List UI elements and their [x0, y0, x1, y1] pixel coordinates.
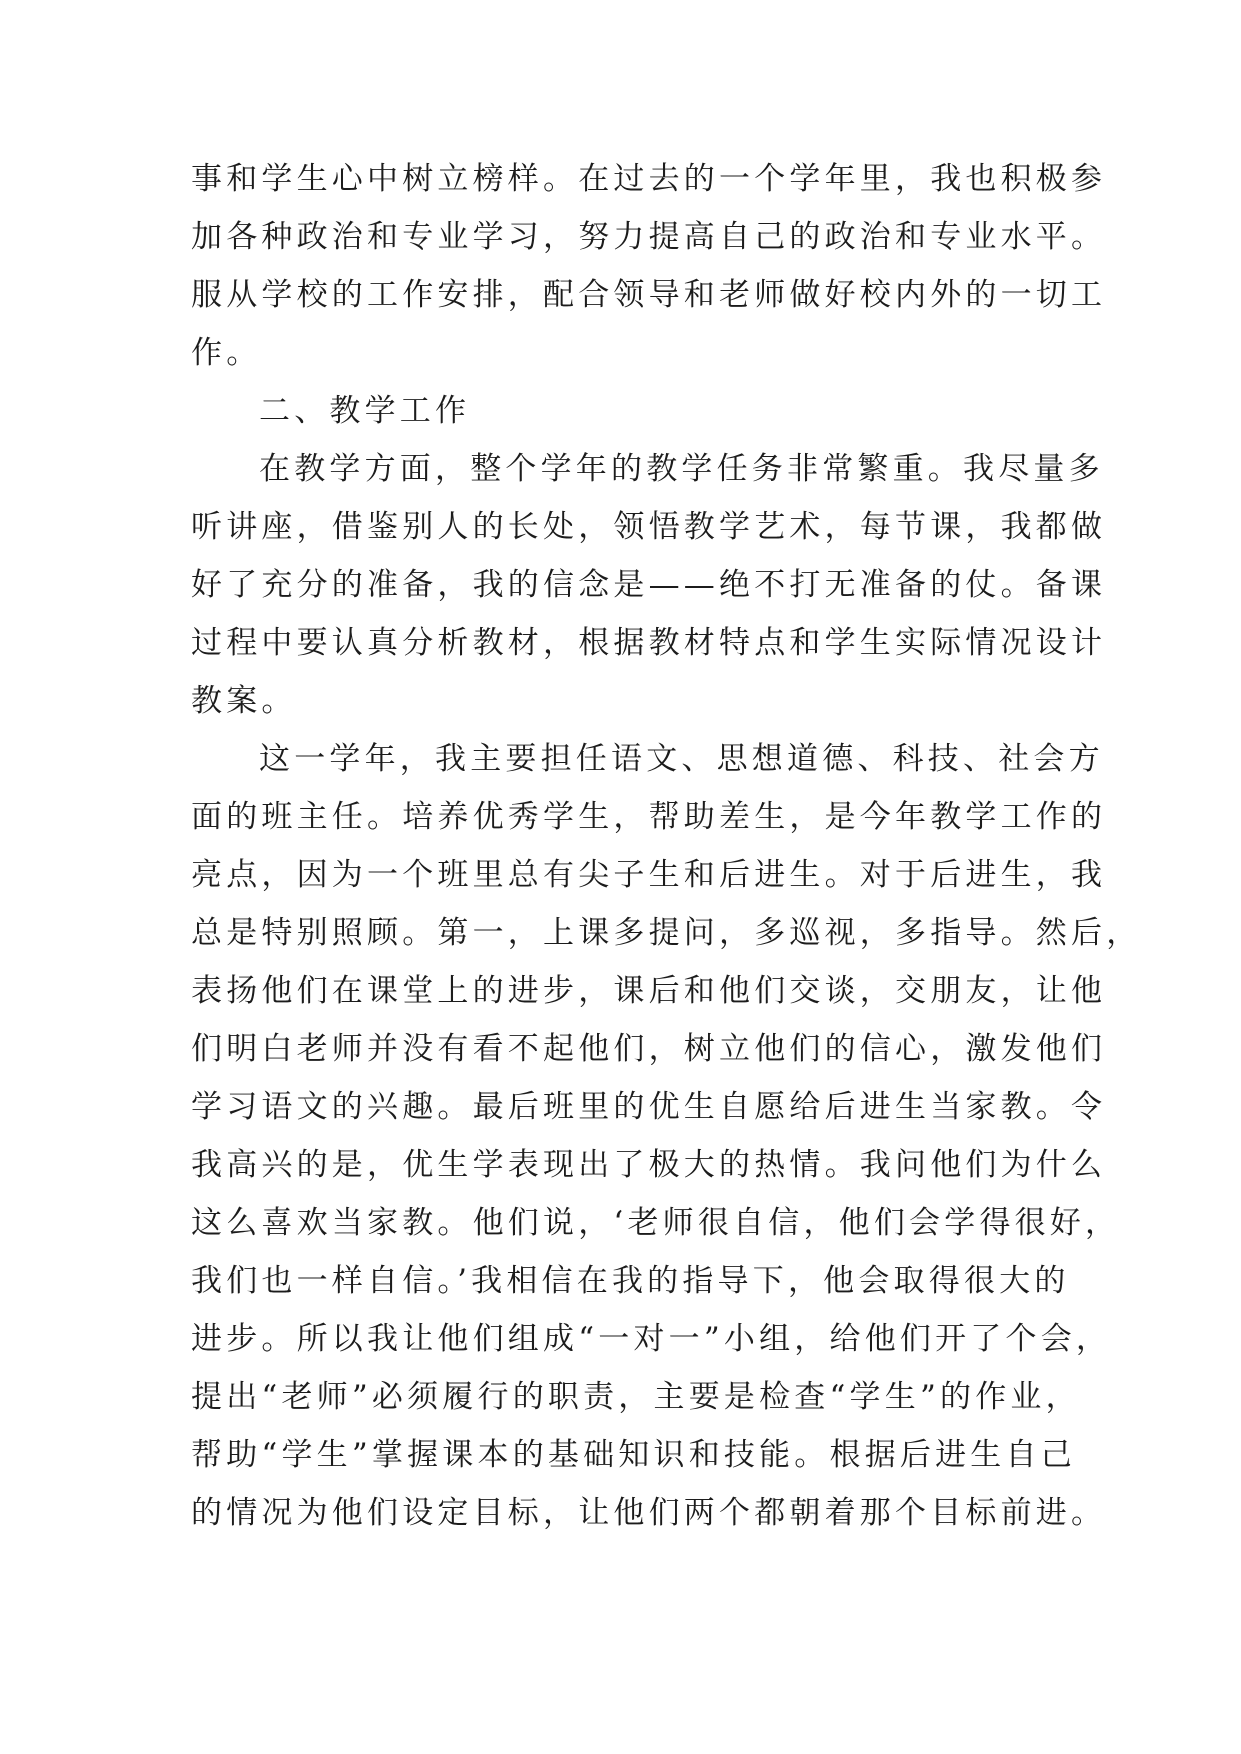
text-line: 事和学生心中树立榜样。在过去的一个学年里，我也积极参 — [191, 161, 1107, 197]
text-line: 亮点，因为一个班里总有尖子生和后进生。对于后进生，我 — [191, 857, 1107, 893]
document-body — [191, 150, 1142, 1542]
text-line: 加各种政治和专业学习，努力提高自己的政治和专业水平。 — [191, 219, 1107, 255]
text-line: 听讲座，借鉴别人的长处，领悟教学艺术，每节课，我都做 — [191, 509, 1107, 545]
text-line: 我们也一样自信。’我相信在我的指导下，他会取得很大的 — [191, 1263, 1070, 1299]
text-line: 过程中要认真分析教材，根据教材特点和学生实际情况设计 — [191, 625, 1107, 661]
text-line: 这一学年，我主要担任语文、思想道德、科技、社会方 — [259, 741, 1104, 777]
text-line: 帮助“学生”掌握课本的基础知识和技能。根据后进生自己 — [191, 1437, 1076, 1473]
text-line: 教案。 — [191, 683, 297, 719]
text-line: 进步。所以我让他们组成“一对一”小组，给他们开了个会， — [191, 1321, 1112, 1357]
text-line: 在教学方面，整个学年的教学任务非常繁重。我尽量多 — [259, 451, 1104, 487]
text-line: 提出“老师”必须履行的职责，主要是检查“学生”的作业， — [191, 1379, 1081, 1415]
text-line: 面的班主任。培养优秀学生，帮助差生，是今年教学工作的 — [191, 799, 1107, 835]
text-line: 好了充分的准备，我的信念是——绝不打无准备的仗。备课 — [191, 567, 1107, 603]
text-line: 表扬他们在课堂上的进步，课后和他们交谈，交朋友，让他 — [191, 973, 1107, 1009]
text-line: 服从学校的工作安排，配合领导和老师做好校内外的一切工 — [191, 277, 1107, 313]
text-line: 总是特别照顾。第一，上课多提问，多巡视，多指导。然后， — [191, 915, 1142, 951]
text-line: 作。 — [191, 335, 262, 371]
text-line: 的情况为他们设定目标，让他们两个都朝着那个目标前进。 — [191, 1495, 1107, 1531]
text-line: 我高兴的是，优生学表现出了极大的热情。我问他们为什么 — [191, 1147, 1107, 1183]
text-line: 这么喜欢当家教。他们说，‘老师很自信，他们会学得很好， — [191, 1205, 1121, 1241]
section-heading: 二、教学工作 — [259, 393, 471, 429]
text-line: 学习语文的兴趣。最后班里的优生自愿给后进生当家教。令 — [191, 1089, 1107, 1125]
text-line: 们明白老师并没有看不起他们，树立他们的信心，激发他们 — [191, 1031, 1107, 1067]
